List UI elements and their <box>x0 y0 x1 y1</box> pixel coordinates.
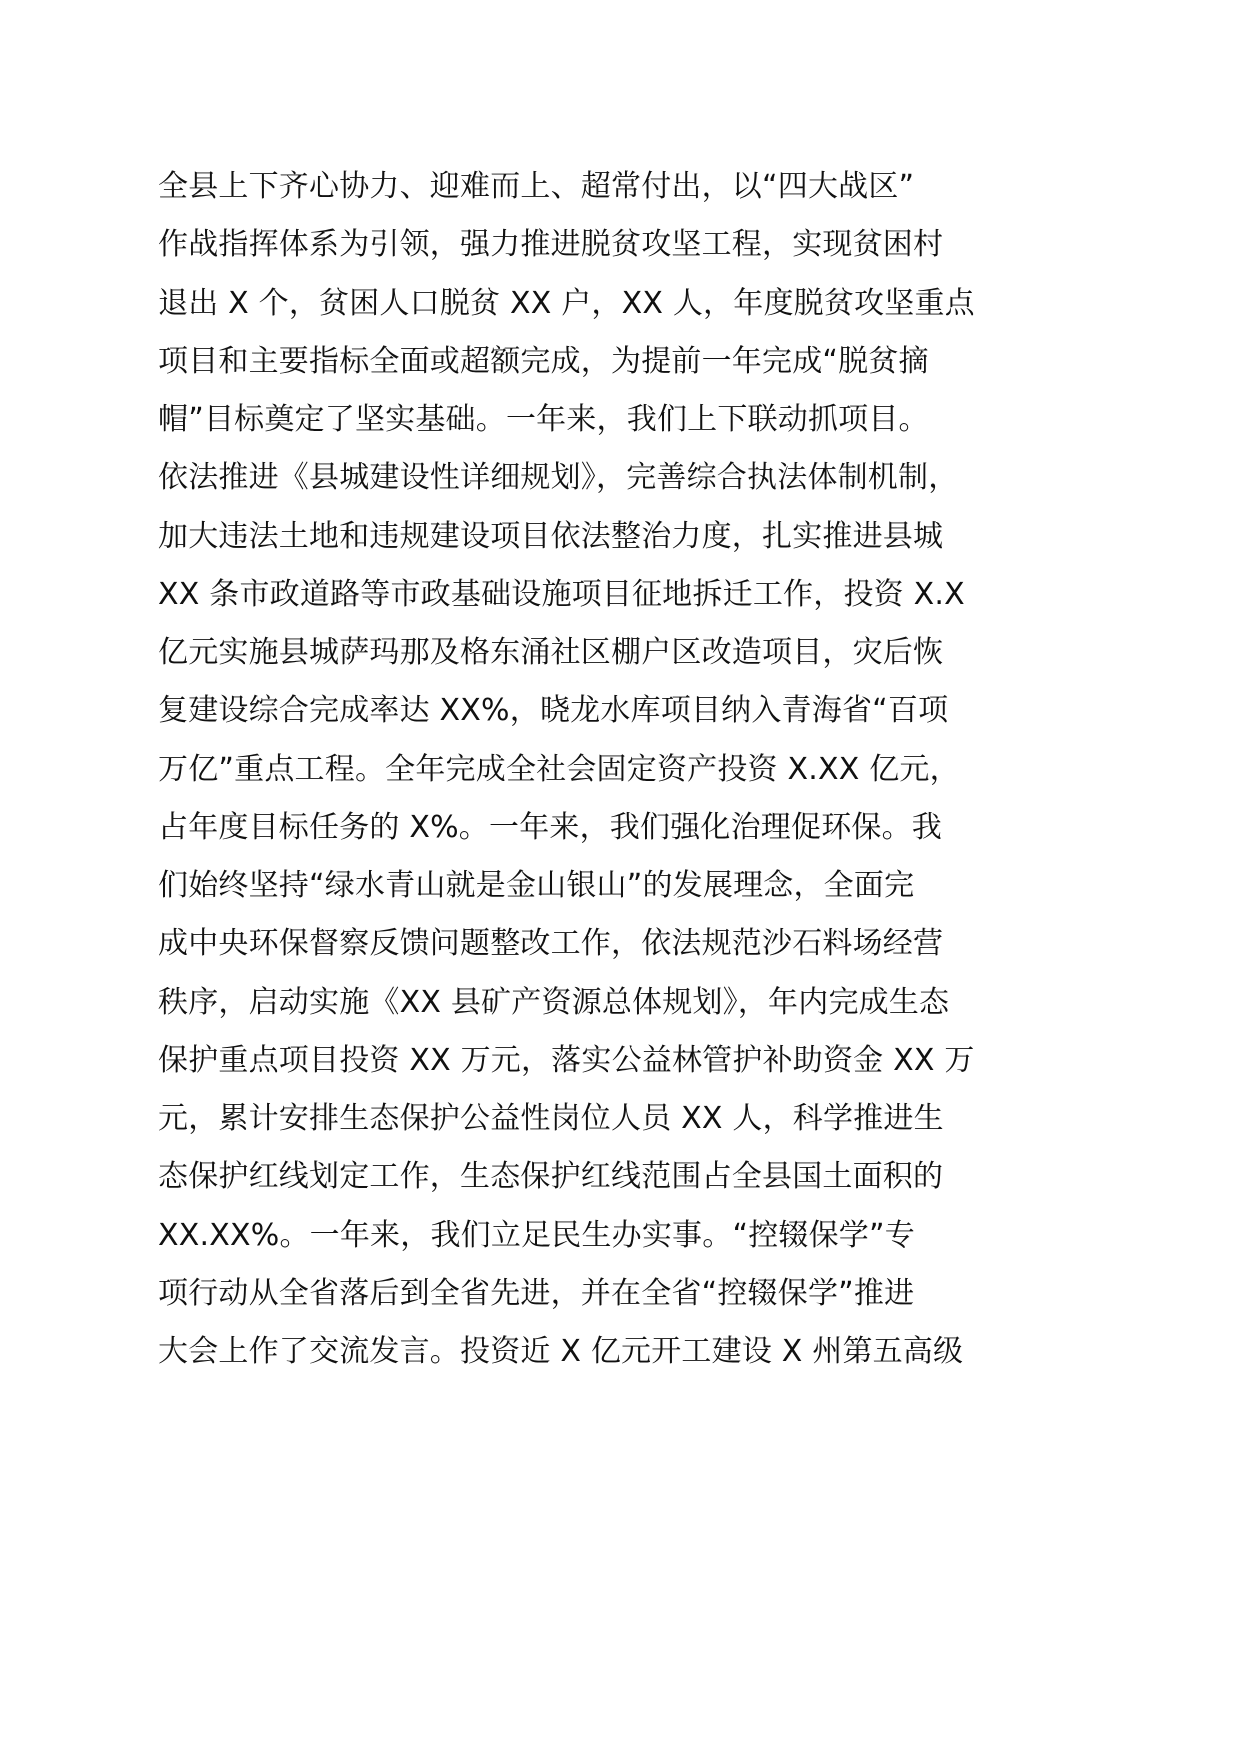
text-line: 大会上作了交流发言。投资近 X 亿元开工建设 X 州第五高级 <box>158 1334 964 1369</box>
body-paragraph <box>158 158 1218 1381</box>
text-line: 项目和主要指标全面或超额完成，为提前一年完成“脱贫摘 <box>158 343 929 379</box>
text-line: 保护重点项目投资 XX 万元，落实公益林管护补助资金 XX 万 <box>158 1042 975 1078</box>
text-line: 秩序，启动实施《XX 县矿产资源总体规划》，年内完成生态 <box>158 984 950 1020</box>
text-line: 成中央环保督察反馈问题整改工作，依法规范沙石料场经营 <box>158 926 944 962</box>
text-line: 全县上下齐心协力、迎难而上、超常付出，以“四大战区” <box>158 169 915 204</box>
text-line: 作战指挥体系为引领，强力推进脱贫攻坚工程，实现贫困村 <box>158 227 944 263</box>
text-line: 万亿”重点工程。全年完成全社会固定资产投资 X.XX 亿元， <box>158 751 960 787</box>
text-line: 态保护红线划定工作，生态保护红线范围占全县国土面积的 <box>158 1159 944 1195</box>
text-line: 项行动从全省落后到全省先进，并在全省“控辍保学”推进 <box>158 1275 915 1311</box>
text-line: XX.XX%。一年来，我们立足民生办实事。“控辍保学”专 <box>158 1217 915 1253</box>
text-line: 帽”目标奠定了坚实基础。一年来，我们上下联动抓项目。 <box>158 402 929 437</box>
text-line: 们始终坚持“绿水青山就是金山银山”的发展理念，全面完 <box>158 868 915 903</box>
text-line: 亿元实施县城萨玛那及格东涌社区棚户区改造项目，灾后恢 <box>158 635 944 670</box>
text-line: 加大违法土地和违规建设项目依法整治力度，扎实推进县城 <box>158 518 944 554</box>
text-line: 元，累计安排生态保护公益性岗位人员 XX 人，科学推进生 <box>158 1101 944 1136</box>
text-line: 退出 X 个，贫困人口脱贫 XX 户，XX 人，年度脱贫攻坚重点 <box>158 285 975 321</box>
text-line: XX 条市政道路等市政基础设施项目征地拆迁工作，投资 X.X <box>158 576 965 612</box>
text-line: 占年度目标任务的 X%。一年来，我们强化治理促环保。我 <box>158 809 942 845</box>
text-line: 复建设综合完成率达 XX%，晓龙水库项目纳入青海省“百项 <box>158 693 949 729</box>
text-line: 依法推进《县城建设性详细规划》，完善综合执法体制机制， <box>158 460 959 496</box>
